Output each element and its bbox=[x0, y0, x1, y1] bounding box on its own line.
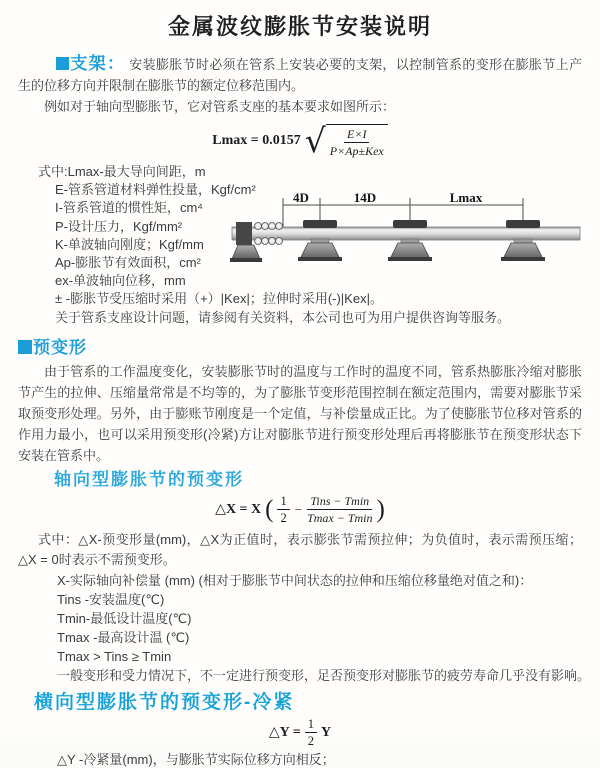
dim-label-14d: 14D bbox=[353, 190, 377, 205]
note-line: X-实际轴向补偿量 (mm) (相对于膨胀节中间状态的拉伸和压缩位移量绝对值之和)： bbox=[57, 572, 533, 588]
definition-line: I-管系管道的惯性矩，cm⁴ bbox=[55, 200, 203, 216]
note-line: 一般变形和受力情况下，不一定进行预变形，足否预变形对膨胀节的疲劳寿命几乎没有影响。 bbox=[57, 667, 591, 683]
dim-label-4d: 4D bbox=[293, 190, 309, 205]
lmax-formula-numerator: E×I bbox=[344, 127, 369, 143]
half-denominator: 2 bbox=[307, 734, 314, 749]
note-line: Tmin-最低设计温度(℃) bbox=[57, 610, 192, 626]
page-title: 金属波纹膨胀节安装说明 bbox=[167, 14, 432, 39]
close-paren: ) bbox=[376, 496, 385, 524]
section-square-icon bbox=[56, 57, 69, 70]
half-fraction bbox=[305, 717, 317, 748]
lmax-formula-lhs: Lmax = 0.0157 bbox=[212, 133, 301, 148]
delta-x-explanation: 式中：△X-预变形量(mm)，△X为正值时，表示膨张节需预拉伸；为负值时，表示需预压缩；△X = 0时表示不需预变形。 bbox=[18, 531, 582, 568]
axial-subheading: 轴向型膨胀节的预变形 bbox=[54, 469, 244, 489]
delta-y-formula bbox=[18, 717, 582, 749]
pipe-support-diagram bbox=[230, 189, 582, 281]
delta-x-formula bbox=[18, 492, 582, 528]
pipe-support bbox=[388, 220, 432, 261]
definitions-area bbox=[18, 163, 582, 327]
note-line: Tmax -最高设计温 (℃) bbox=[57, 629, 190, 645]
delta-y-rhs: Y bbox=[320, 724, 332, 740]
temp-numerator: Tins − Tmin bbox=[307, 494, 372, 510]
section-square-icon bbox=[18, 340, 32, 354]
definition-line: ex-单波轴向位移，mm bbox=[55, 273, 186, 289]
definition-line: P-设计压力，Kgf/mm² bbox=[55, 218, 183, 234]
support-example-line: 例如对于轴向型膨胀节，它对管系支座的基本要求如图所示： bbox=[44, 99, 396, 114]
temp-denominator: Tmax − Tmin bbox=[307, 511, 373, 526]
preform-heading-text: 预变形 bbox=[33, 337, 87, 357]
temperature-fraction bbox=[307, 494, 372, 525]
definition-line: 关于管系支座设计问题，请参阅有关资料，本公司也可为用户提供咨询等服务。 bbox=[55, 309, 511, 325]
delta-x-lhs: △X = X bbox=[215, 502, 262, 518]
half-fraction bbox=[277, 494, 289, 525]
sqrt-radical-icon: √ bbox=[304, 121, 326, 160]
definition-line: E-管系管道材料弹性投量，Kgf/cm² bbox=[55, 182, 256, 198]
half-numerator: 1 bbox=[277, 494, 289, 510]
preform-section-heading bbox=[18, 337, 582, 359]
minus-sign: − bbox=[294, 501, 303, 517]
open-paren: ( bbox=[265, 496, 274, 524]
half-numerator: 1 bbox=[305, 717, 317, 733]
lmax-formula-denominator: P×Ap±Kex bbox=[329, 144, 384, 158]
definition-line: ± -膨胀节受压缩时采用（+）|Kex|；拉伸时采用(-)|Kex|。 bbox=[55, 291, 383, 307]
pipe-support bbox=[501, 220, 545, 261]
lateral-subheading: 横向型膨胀节的预变形-冷紧 bbox=[34, 691, 295, 713]
support-intro-paragraph bbox=[18, 54, 582, 96]
support-intro-text: 安装膨胀节时必须在管系上安装必要的支架，以控制管系的变形在膨胀节上产生的位移方向并限制在膨胀节的额定位移范围内。 bbox=[18, 57, 582, 93]
preform-paragraph: 由于管系的工作温度变化，安装膨胀节时的温度与工作时的温度不同，管系热膨胀冷缩对膨胀节产生的拉伸、压缩量常常是不均等的，为了膨胀节变形范围控制在额定范围内，需要对膨胀节采取预变形处理。另外，由于膨账节刚度是一个定值，与补偿量成正比。为了使膨胀节位移对管系的作用力最小，也可以采用预变形(冷紧)方让对膨胀节进行预变形处理后再将膨胀节在预变形状态下安装在管系中。 bbox=[18, 363, 582, 463]
definition-line: 式中:Lmax-最大导向间距，m bbox=[38, 164, 206, 179]
support-section-heading bbox=[56, 54, 125, 73]
dim-label-lmax: Lmax bbox=[449, 190, 483, 205]
half-denominator: 2 bbox=[280, 511, 287, 526]
definition-line: K-单波轴向刚度；Kgf/mm bbox=[55, 236, 204, 252]
support-heading-text: 支架： bbox=[70, 54, 126, 73]
note-line: Tins -安装温度(℃) bbox=[57, 591, 165, 607]
lmax-formula bbox=[18, 123, 582, 159]
pipe-support bbox=[298, 220, 342, 261]
pipe bbox=[232, 227, 580, 240]
lmax-formula-radicand bbox=[326, 124, 388, 158]
delta-y-note: △Y -冷紧量(mm)，与膨胀节实际位移方向相反； bbox=[57, 751, 335, 767]
definition-line: Ap-膨胀节有效面积，cm² bbox=[55, 255, 201, 271]
delta-y-lhs: △Y = bbox=[268, 725, 301, 741]
note-line: Tmax > Tins ≥ Tmin bbox=[57, 648, 172, 664]
